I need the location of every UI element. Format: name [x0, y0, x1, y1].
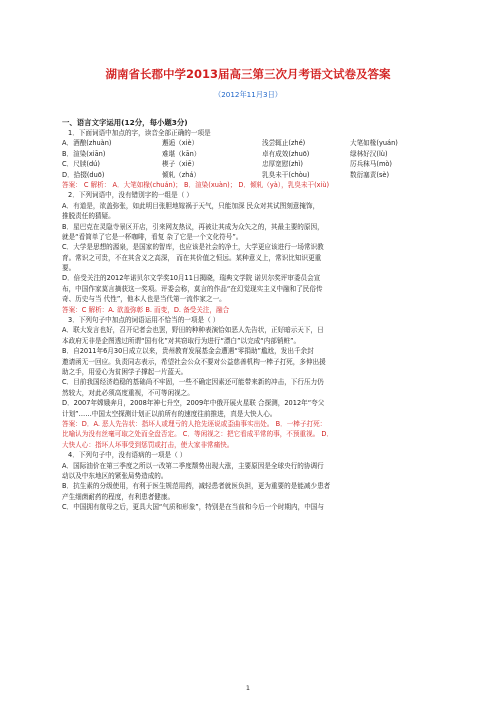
q1-answer: 答案： C 解析： A．大笔如椽(chuán)； B．渲染(xuàn)； D．倾轧（yà），乳臭未干(xiù)	[62, 180, 330, 189]
q1-b-4: 绿林好汉(lù)	[350, 149, 388, 158]
q1-a-2: 邂逅（xiè）	[162, 139, 199, 148]
page-number: 1	[245, 684, 251, 692]
q1-option-c	[62, 159, 438, 169]
q1-b-1: B．渲染(xiān)	[62, 149, 106, 158]
q1-option-d	[62, 170, 438, 180]
q2-d-line-3: 奇、历史与当 代性”，他本人也是当代第一流作家之一。	[62, 295, 226, 304]
q4-b-line-1: B．抗生素的分级使用，有利于医生规范用药，减轻患者就医负担，更为重要的是能减少患者	[62, 482, 331, 491]
q1-c-2: 楔子（xiē）	[162, 160, 199, 169]
q4-c-line-1: C．中国拥有航母之后，更具大国“气质和形象”，特别是在当前和今后一个时期内，中国与	[62, 503, 324, 512]
q4-b-line-2: 产生细菌耐药的程度，有利患者健康。	[62, 492, 175, 501]
q3-answer-line-1: 答案：D．A. 恶人先告状：指坏人或理亏的人抢先诬说或歪曲事实出处。 B．一棒子打死：	[62, 419, 327, 428]
q1-d-4: 数衍塞责(sè)	[350, 170, 390, 179]
q2-a-line-2: 推脱责任的猜疑。	[62, 212, 115, 221]
q3-a-line-2: 本政府无非是企图透过所谓“国有化”对其窃取行为进行“漂白”以完成“内部销赃”。	[62, 336, 301, 345]
q2-a-line-1: A．有道是，欲盖弥张，如此明目张胆地嫁祸于天气，只能加深 民众对其试图刻意掩饰，	[62, 201, 320, 210]
q2-b-line-2: 就是“看简单了它是一杯咖啡，看复 杂了它是一个文化符号”。	[62, 232, 243, 241]
section-heading: 一、语言文字运用(12分，每小题3分)	[62, 118, 188, 127]
exam-date: （2012年11月3日）	[214, 90, 282, 99]
q1-a-3: 浅尝辄止(zhé)	[262, 139, 306, 148]
q1-d-3: 乳臭未干(chòu)	[262, 170, 310, 179]
q1-c-4: 厉兵秣马(mò)	[350, 160, 392, 169]
q3-d-line-1: D．2007年嫦娥奔月，2008年神七升空，2009年中俄开展火星联 合探测，2012年“夸父	[62, 399, 325, 408]
q3-d-line-2: 计划”……中国太空探测计划正以前所有的速度往前推进，真是大快人心。	[62, 409, 277, 418]
q1-d-2: 倾轧（zhá）	[162, 170, 201, 179]
q2-c-line-1: C．大学是思想的源泉，是国家的智库，也应该是社会的净土，大学更应该进行一场常识教	[62, 243, 324, 252]
q1-c-1: C．尺牍(dú)	[62, 160, 100, 169]
q1-a-4: 大笔如椽(yuán)	[350, 139, 398, 148]
document-title: 湖南省长郡中学2013届高三第三次月考语文试卷及答案	[105, 67, 391, 81]
q1-option-a	[62, 138, 438, 148]
q3-c-line-2: 然较大，对此必须高度重视，不可等闲视之。	[62, 388, 194, 397]
q2-d-line-1: D．倍受关注的2012年诺贝尔文学奖10月11日揭晓，瑞典文学院 诺贝尔奖评审委员会宣	[62, 274, 321, 283]
q2-d-line-2: 布，中国作家莫言摘获这一奖项。评委会称，莫言的作品“在幻觉现实主义中融和了民俗传	[62, 284, 323, 293]
q3-a-line-1: A．联大发言也好，召开记者会也罢，野田的种种表演恰如恶人先告状，正好暗示天下，日	[62, 326, 324, 335]
q3-answer-line-2: 比喻认为没有丝毫可取之处而全盘否定。 C．等闲视之：把它看成平常的事，不预重视。 D．	[62, 430, 334, 439]
q3-stem: 3．下列句子中加点的词语运用不恰当的一项是（ ）	[68, 316, 220, 325]
q1-c-3: 忠厚宽慰(zhì)	[262, 160, 303, 169]
q3-b-line-3: 助之手，用爱心为贫困学子撑起一片蓝天。	[62, 368, 188, 376]
document-body	[62, 128, 438, 512]
q1-stem: 1．下面词语中加点的字，读音全部正确的一项是	[68, 129, 211, 137]
q2-c-line-3: 要。	[62, 264, 76, 273]
q2-b-line-1: B．星巴克在灵隐寺景区开店，引来网友热议，再被让其成为众矢之的，其最主要的原因，	[62, 222, 324, 231]
q4-a-line-2: 动以及中东地区的紧张局势造成的。	[62, 471, 168, 480]
q1-a-1: A．酒酿(zhuàn)	[62, 139, 112, 148]
q1-b-2: 难堪（kān）	[162, 149, 201, 158]
q3-b-line-2: 邀请函无一回应。负责同志表示，希望社会公众不要对公益慈善机构一棒子打死，多伸出援	[62, 357, 326, 366]
q2-c-line-2: 育。常识之可贵，不在其含义之高深， 而在其价值之恒远。某种意义上，常识比知识更重	[62, 253, 322, 262]
q2-stem: 2．下列词语中，没有错别字的一组是（ ）	[68, 191, 193, 200]
q1-option-b	[62, 149, 438, 159]
q2-answer: 答案：C 解析：A. 欲盖弥彰 B. 而变，D. 备受关注，融合	[62, 305, 230, 314]
q3-c-line-1: C．目前我国经济趋稳的基础尚不牢固，一些不确定因素还可能带来新的冲击，下行压力仍	[62, 378, 324, 387]
q1-d-1: D．拾掇(duō)	[62, 170, 105, 179]
q3-b-line-1: B．自2011年6月30日成立以来，贵州教育发展基金会遭遇“零捐助”尴尬，发出千余封	[62, 347, 314, 356]
q3-answer-line-3: 大快人心：指坏人坏事受到惩罚或打击，使大家非常痛快。	[62, 440, 234, 449]
q1-b-3: 卓有成效(zhuō)	[262, 149, 310, 158]
q4-a-line-1: A．国际油价在第三季度之所以一改第二季度颓势出现大涨，主要原因是全球央行的协调行	[62, 461, 324, 470]
q4-stem: 4．下列句子中，没有语病的一项是（ ）	[68, 451, 187, 460]
